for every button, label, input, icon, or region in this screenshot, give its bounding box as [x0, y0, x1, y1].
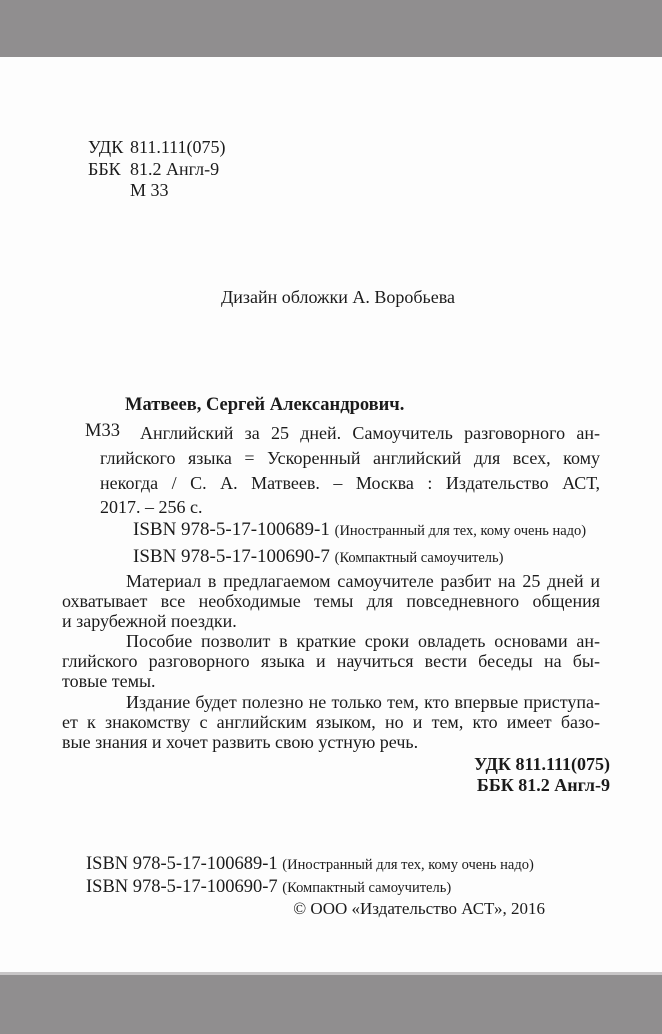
empty-label	[88, 180, 130, 202]
isbn-block	[133, 517, 586, 571]
isbn-number: ISBN 978-5-17-100689-1	[86, 854, 278, 874]
bbk-row	[88, 159, 225, 181]
annotation-block	[62, 571, 600, 752]
classification-references-right	[474, 754, 610, 795]
udk-value: 811.111(075)	[130, 137, 226, 157]
annotation-line: Материал в предлагаемом самоучителе разбит на 25 дней и	[126, 571, 600, 591]
author-index-value: М 33	[130, 180, 169, 200]
author-index-row	[88, 180, 225, 202]
cover-design-credit: Дизайн обложки А. Воробьева	[221, 287, 455, 307]
bbk-value: 81.2 Англ-9	[130, 158, 220, 179]
annotation-line: Издание будет полезно не только тем, кто впервые приступа-	[126, 691, 600, 712]
annotation-line: глийского разговорного языка и научиться вести беседы на бы-	[62, 651, 600, 672]
footer-isbn-block	[86, 853, 534, 899]
isbn-note: (Иностранный для тех, кому очень надо)	[282, 857, 534, 873]
bbk-reference: ББК 81.2 Англ-9	[476, 774, 610, 795]
classification-block	[88, 137, 225, 202]
bottom-gray-band	[0, 972, 662, 1034]
isbn-line	[133, 544, 586, 571]
catalog-line: 2017. – 256 с.	[100, 497, 203, 518]
annotation-line: вые знания и хочет развить свою устную речь.	[62, 731, 419, 752]
isbn-note: (Компактный самоучитель)	[282, 880, 452, 896]
udk-label: УДК	[88, 137, 124, 157]
catalog-description	[100, 421, 600, 520]
annotation-line: охватывает все необходимые темы для повседневного общения	[62, 591, 600, 612]
udk-reference: УДК 811.111(075)	[474, 754, 610, 774]
isbn-note: (Компактный самоучитель)	[334, 550, 504, 566]
bbk-label: ББК	[88, 158, 121, 179]
isbn-line	[86, 876, 534, 899]
isbn-line	[133, 517, 586, 544]
isbn-number: ISBN 978-5-17-100689-1	[133, 519, 330, 540]
catalog-author-heading: Матвеев, Сергей Александрович.	[125, 395, 405, 415]
isbn-number: ISBN 978-5-17-100690-7	[133, 546, 330, 567]
copyright-line: © ООО «Издательство АСТ», 2016	[293, 899, 545, 918]
isbn-line	[86, 853, 534, 876]
top-gray-band	[0, 0, 662, 57]
catalog-line: Английский за 25 дней. Самоучитель разговорного ан-	[140, 423, 600, 443]
annotation-line: ет к знакомству с английским языком, но и тем, кто имеет базо-	[62, 711, 600, 732]
annotation-line: и зарубежной поездки.	[62, 611, 237, 632]
isbn-note: (Иностранный для тех, кому очень надо)	[334, 523, 587, 539]
isbn-number: ISBN 978-5-17-100690-7	[86, 877, 278, 897]
catalog-line: глийского языка = Ускоренный английский для всех, кому	[100, 447, 600, 468]
udk-row	[88, 137, 225, 159]
annotation-line: товые темы.	[62, 671, 156, 692]
catalog-index-label: М33	[85, 421, 120, 441]
annotation-line: Пособие позволит в краткие сроки овладеть основами ан-	[126, 631, 600, 652]
catalog-line: некогда / С. А. Матвеев. – Москва : Издательство АСТ,	[100, 472, 600, 493]
